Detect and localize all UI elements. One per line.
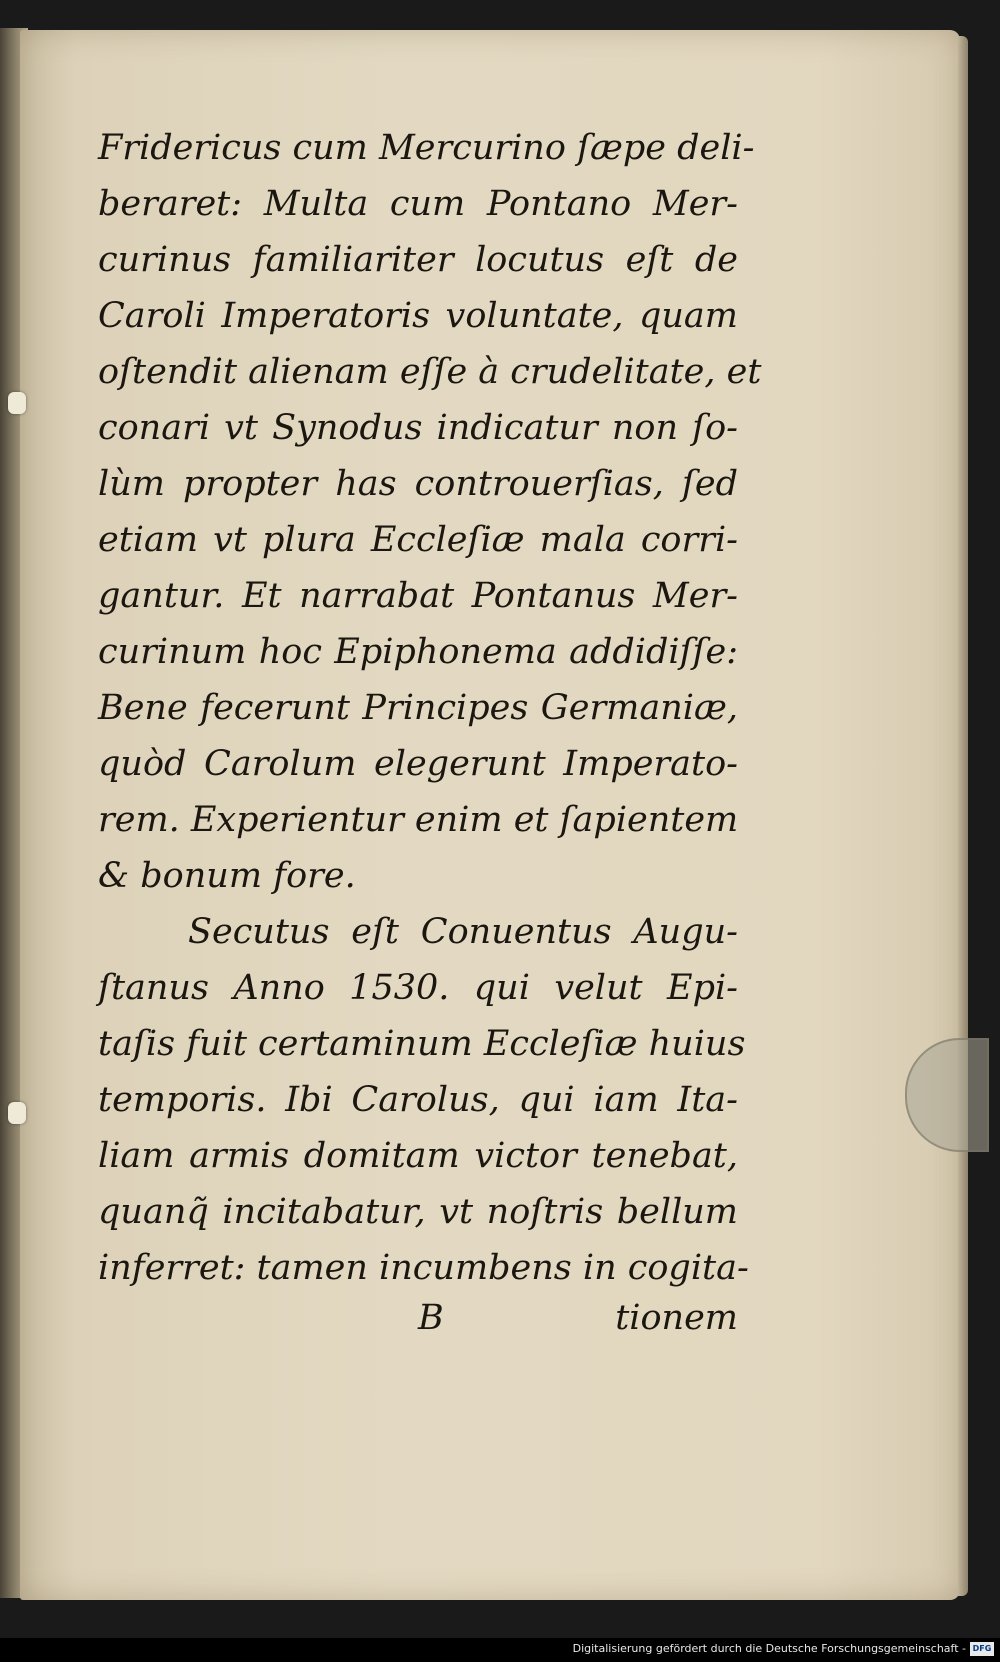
- text-line: quanq̃ incitabatur, vt noſtris bellum: [98, 1192, 738, 1232]
- dfg-logo: DFG: [970, 1642, 994, 1656]
- text-line: curinus familiariter locutus eſt de: [98, 240, 738, 280]
- text-line: gantur. Et narrabat Pontanus Mer-: [98, 576, 738, 616]
- text-line: ſtanus Anno 1530. qui velut Epi-: [98, 968, 738, 1008]
- text-line: Fridericus cum Mercurino ſæpe deli-: [98, 128, 755, 168]
- text-line: oſtendit alienam eſſe à crudelitate, et: [98, 352, 762, 392]
- text-line: quòd Carolum elegerunt Imperato-: [98, 744, 738, 784]
- signature-mark: B: [418, 1298, 444, 1338]
- body-text: [98, 120, 762, 1296]
- text-line: Bene fecerunt Principes Germaniæ,: [98, 688, 738, 728]
- text-line: beraret: Multa cum Pontano Mer-: [98, 184, 738, 224]
- text-line: rem. Experientur enim et ſapientem: [98, 800, 739, 840]
- text-line: curinum hoc Epiphonema addidiſſe:: [98, 632, 738, 672]
- binding-stitch: [8, 1102, 26, 1124]
- text-line: lùm propter has controuerſias, ſed: [98, 464, 738, 504]
- text-line: liam armis domitam victor tenebat,: [98, 1136, 738, 1176]
- text-line: conari vt Synodus indicatur non ſo-: [98, 408, 738, 448]
- text-line: & bonum fore.: [98, 856, 356, 896]
- paragraph-first-line: Secutus eſt Conuentus Augu-: [188, 912, 738, 952]
- text-line: inferret: tamen incumbens in cogita-: [98, 1248, 749, 1288]
- binding-stitch: [8, 392, 26, 414]
- text-line: etiam vt plura Eccleſiæ mala corri-: [98, 520, 738, 560]
- credit-text: Digitalisierung gefördert durch die Deutsche Forschungsgemeinschaft -: [572, 1642, 966, 1655]
- credit-bar: [0, 1638, 1000, 1662]
- page-footer: [98, 1298, 738, 1354]
- page-edge: [958, 36, 968, 1596]
- text-line: taſis fuit certaminum Eccleſiæ huius: [98, 1024, 746, 1064]
- text-line: temporis. Ibi Carolus, qui iam Ita-: [98, 1080, 738, 1120]
- catchword: tionem: [615, 1298, 738, 1338]
- text-line: Caroli Imperatoris voluntate, quam: [98, 296, 738, 336]
